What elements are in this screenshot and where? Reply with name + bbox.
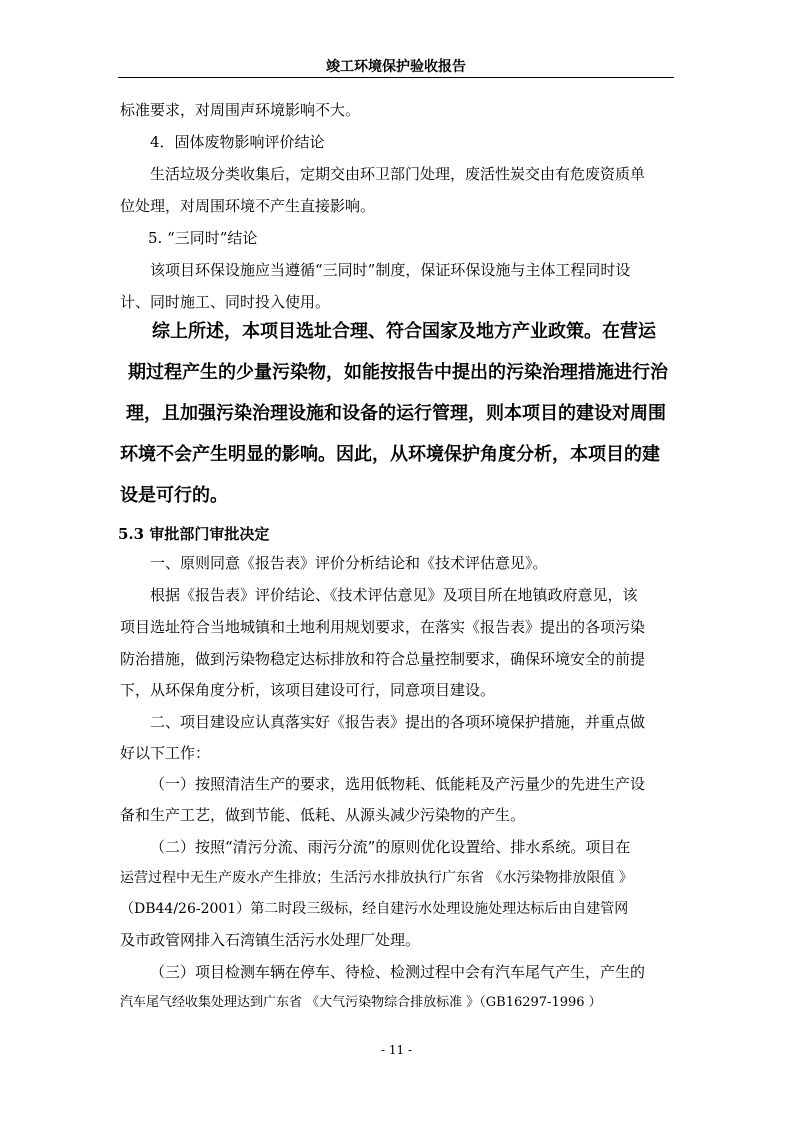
- body-line: （一）按照清洁生产的要求，选用低物耗、低能耗及产污量少的先进生产设: [150, 775, 646, 793]
- conclusion-line: 综上所述，本项目选址合理、符合国家及地方产业政策。在营运: [152, 321, 656, 342]
- conclusion-line: 环境不会产生明显的影响。因此，从环境保护角度分析，本项目的建: [120, 444, 660, 465]
- body-line: 运营过程中无生产废水产生排放；生活污水排放执行广东省 《水污染物排放限值 》: [120, 870, 633, 886]
- body-line: 及市政管网排入石湾镇生活污水处理厂处理。: [120, 931, 421, 949]
- subsection-heading: 5. “三同时”结论: [148, 229, 258, 247]
- section-heading: 5.3 审批部门审批决定: [118, 525, 270, 543]
- body-line: 下，从环保角度分析，该项目建设可行，同意项目建设。: [120, 681, 496, 699]
- body-line: （DB44/26-2001）第二时段三级标，经自建污水处理设施处理达标后由自建管网: [120, 901, 629, 917]
- body-line: 好以下工作：: [120, 744, 211, 762]
- body-line: （三）项目检测车辆在停车、待检、检测过程中会有汽车尾气产生，产生的: [150, 963, 646, 981]
- body-line: 标准要求，对周围声环境影响不大。: [120, 101, 361, 119]
- body-line: （二）按照“清污分流、雨污分流”的原则优化设置给、排水系统。项目在: [150, 838, 631, 856]
- body-line: 防治措施，做到污染物稳定达标排放和符合总量控制要求，确保环境安全的前提: [120, 650, 646, 668]
- body-line: 计、同时施工、同时投入使用。: [120, 293, 331, 311]
- body-line: 生活垃圾分类收集后，定期交由环卫部门处理，废活性炭交由有危废资质单: [150, 165, 646, 183]
- subsection-heading: 4．固体废物影响评价结论: [150, 133, 325, 151]
- body-line: 该项目环保设施应当遵循“三同时”制度，保证环保设施与主体工程同时设: [150, 261, 631, 279]
- report-header-title: 竣工环境保护验收报告: [326, 59, 466, 75]
- body-line: 根据《报告表》评价结论、《技术评估意见》及项目所在地镇政府意见，该: [150, 586, 638, 604]
- conclusion-line: 理，且加强污染治理设施和设备的运行管理，则本项目的建设对周围: [126, 403, 666, 424]
- conclusion-line: 期过程产生的少量污染物，如能按报告中提出的污染治理措施进行治: [128, 362, 668, 383]
- conclusion-line: 设是可行的。: [120, 485, 228, 506]
- body-line: 二、项目建设应认真落实好《报告表》提出的各项环境保护措施，并重点做: [150, 713, 646, 731]
- body-line: 一、原则同意《报告表》评价分析结论和《技术评估意见》。: [150, 554, 548, 572]
- body-line: 位处理，对周围环境不产生直接影响。: [120, 197, 376, 215]
- page-number: - 11 -: [380, 1043, 412, 1057]
- body-line: 项目选址符合当地城镇和土地利用规划要求，在落实《报告表》提出的各项污染: [120, 618, 646, 636]
- header-divider: [118, 77, 674, 78]
- body-line: 汽车尾气经收集处理达到广东省 《大气污染物综合排放标准 》（GB16297-1996 ）: [120, 995, 602, 1010]
- body-line: 备和生产工艺，做到节能、低耗、从源头减少污染物的产生。: [120, 806, 526, 824]
